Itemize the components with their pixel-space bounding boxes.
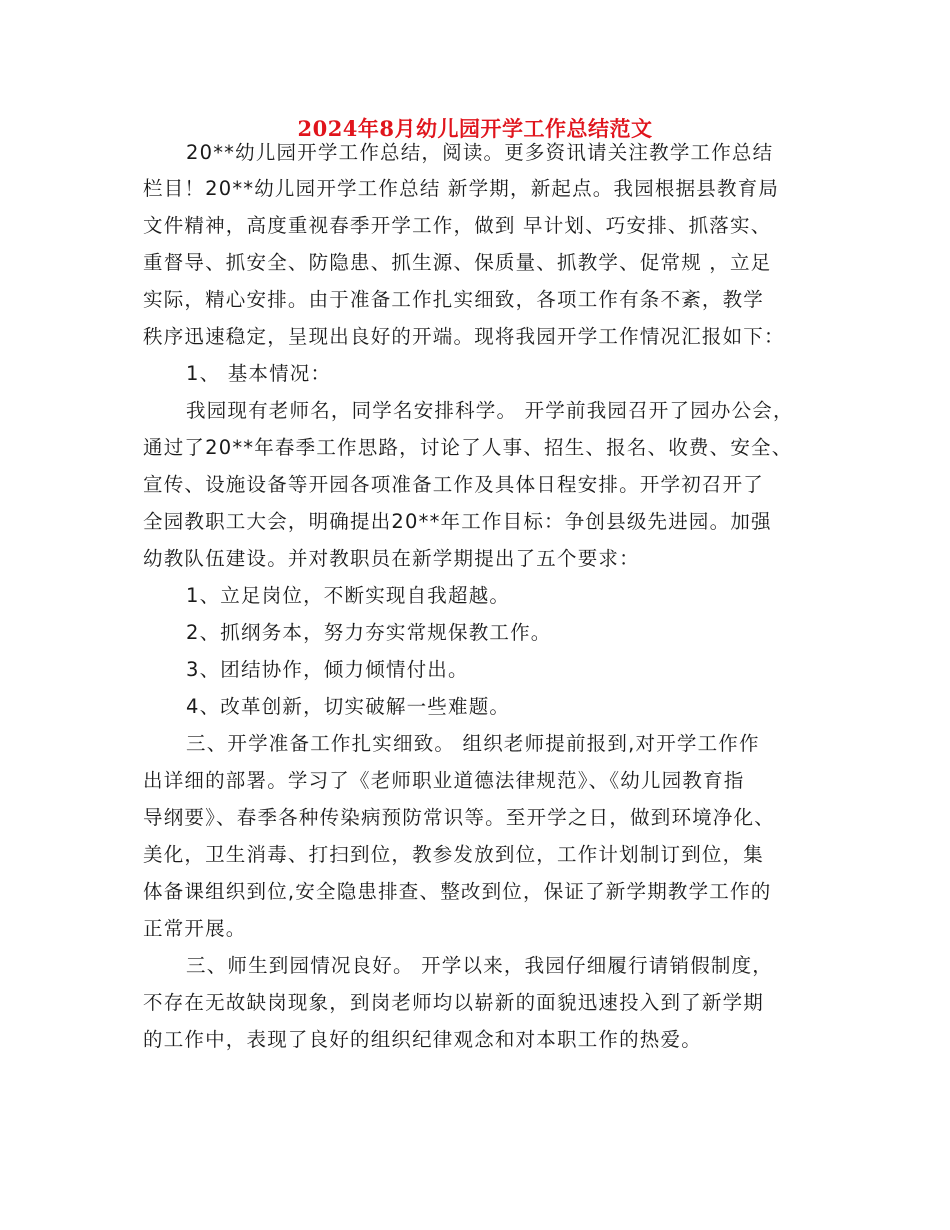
paragraph-line: 通过了20**年春季工作思路，讨论了人事、招生、报名、收费、安全、	[143, 436, 793, 459]
paragraph-line: 栏目！20**幼儿园开学工作总结 新学期，新起点。我园根据县教育局	[143, 177, 780, 200]
paragraph-line: 出详细的部署。学习了《老师职业道德法律规范》、《幼儿园教育指	[143, 769, 745, 792]
paragraph-line: 体备课组织到位,安全隐患排查、整改到位，保证了新学期教学工作的	[143, 880, 772, 903]
paragraph-line: 三、开学准备工作扎实细致。 组织老师提前报到,对开学工作作	[186, 732, 760, 755]
paragraph-line: 幼教队伍建设。并对教职员在新学期提出了五个要求：	[143, 547, 640, 570]
paragraph-line: 美化，卫生消毒、打扫到位，教参发放到位，工作计划制订到位，集	[143, 843, 765, 866]
list-item: 4、改革创新，切实破解一些难题。	[186, 695, 511, 718]
paragraph-line: 文件精神，高度重视春季开学工作，做到 早计划、巧安排、抓落实、	[143, 214, 772, 237]
paragraph-line: 三、师生到园情况良好。 开学以来，我园仔细履行请销假制度，	[186, 954, 773, 977]
paragraph-line: 正常开展。	[143, 917, 247, 940]
paragraph-line: 重督导、抓安全、防隐患、抓生源、保质量、抓教学、促常规 ，立足	[143, 251, 772, 274]
section-heading: 1、 基本情况：	[186, 362, 332, 385]
paragraph-line: 秩序迅速稳定，呈现出良好的开端。现将我园开学工作情况汇报如下：	[143, 325, 785, 348]
paragraph-line: 实际，精心安排。由于准备工作扎实细致，各项工作有条不紊，教学	[143, 288, 765, 311]
document-title: 2024年8月幼儿园开学工作总结范文	[297, 116, 653, 141]
list-item: 3、团结协作，倾力倾情付出。	[186, 658, 469, 681]
list-item: 2、抓纲务本，努力夯实常规保教工作。	[186, 621, 552, 644]
paragraph-line: 导纲要》、春季各种传染病预防常识等。至开学之日，做到环境净化、	[143, 806, 775, 829]
paragraph-line: 20**幼儿园开学工作总结，阅读。更多资讯请关注教学工作总结	[186, 141, 774, 164]
list-item: 1、立足岗位，不断实现自我超越。	[186, 584, 511, 607]
paragraph-line: 全园教职工大会，明确提出20**年工作目标：争创县级先进园。加强	[143, 510, 772, 533]
paragraph-line: 的工作中，表现了良好的组织纪律观念和对本职工作的热爱。	[143, 1028, 702, 1051]
paragraph-line: 我园现有老师名，同学名安排科学。 开学前我园召开了园办公会，	[186, 399, 794, 422]
paragraph-line: 宣传、设施设备等开园各项准备工作及具体日程安排。开学初召开了	[143, 473, 765, 496]
paragraph-line: 不存在无故缺岗现象，到岗老师均以崭新的面貌迅速投入到了新学期	[143, 991, 765, 1014]
